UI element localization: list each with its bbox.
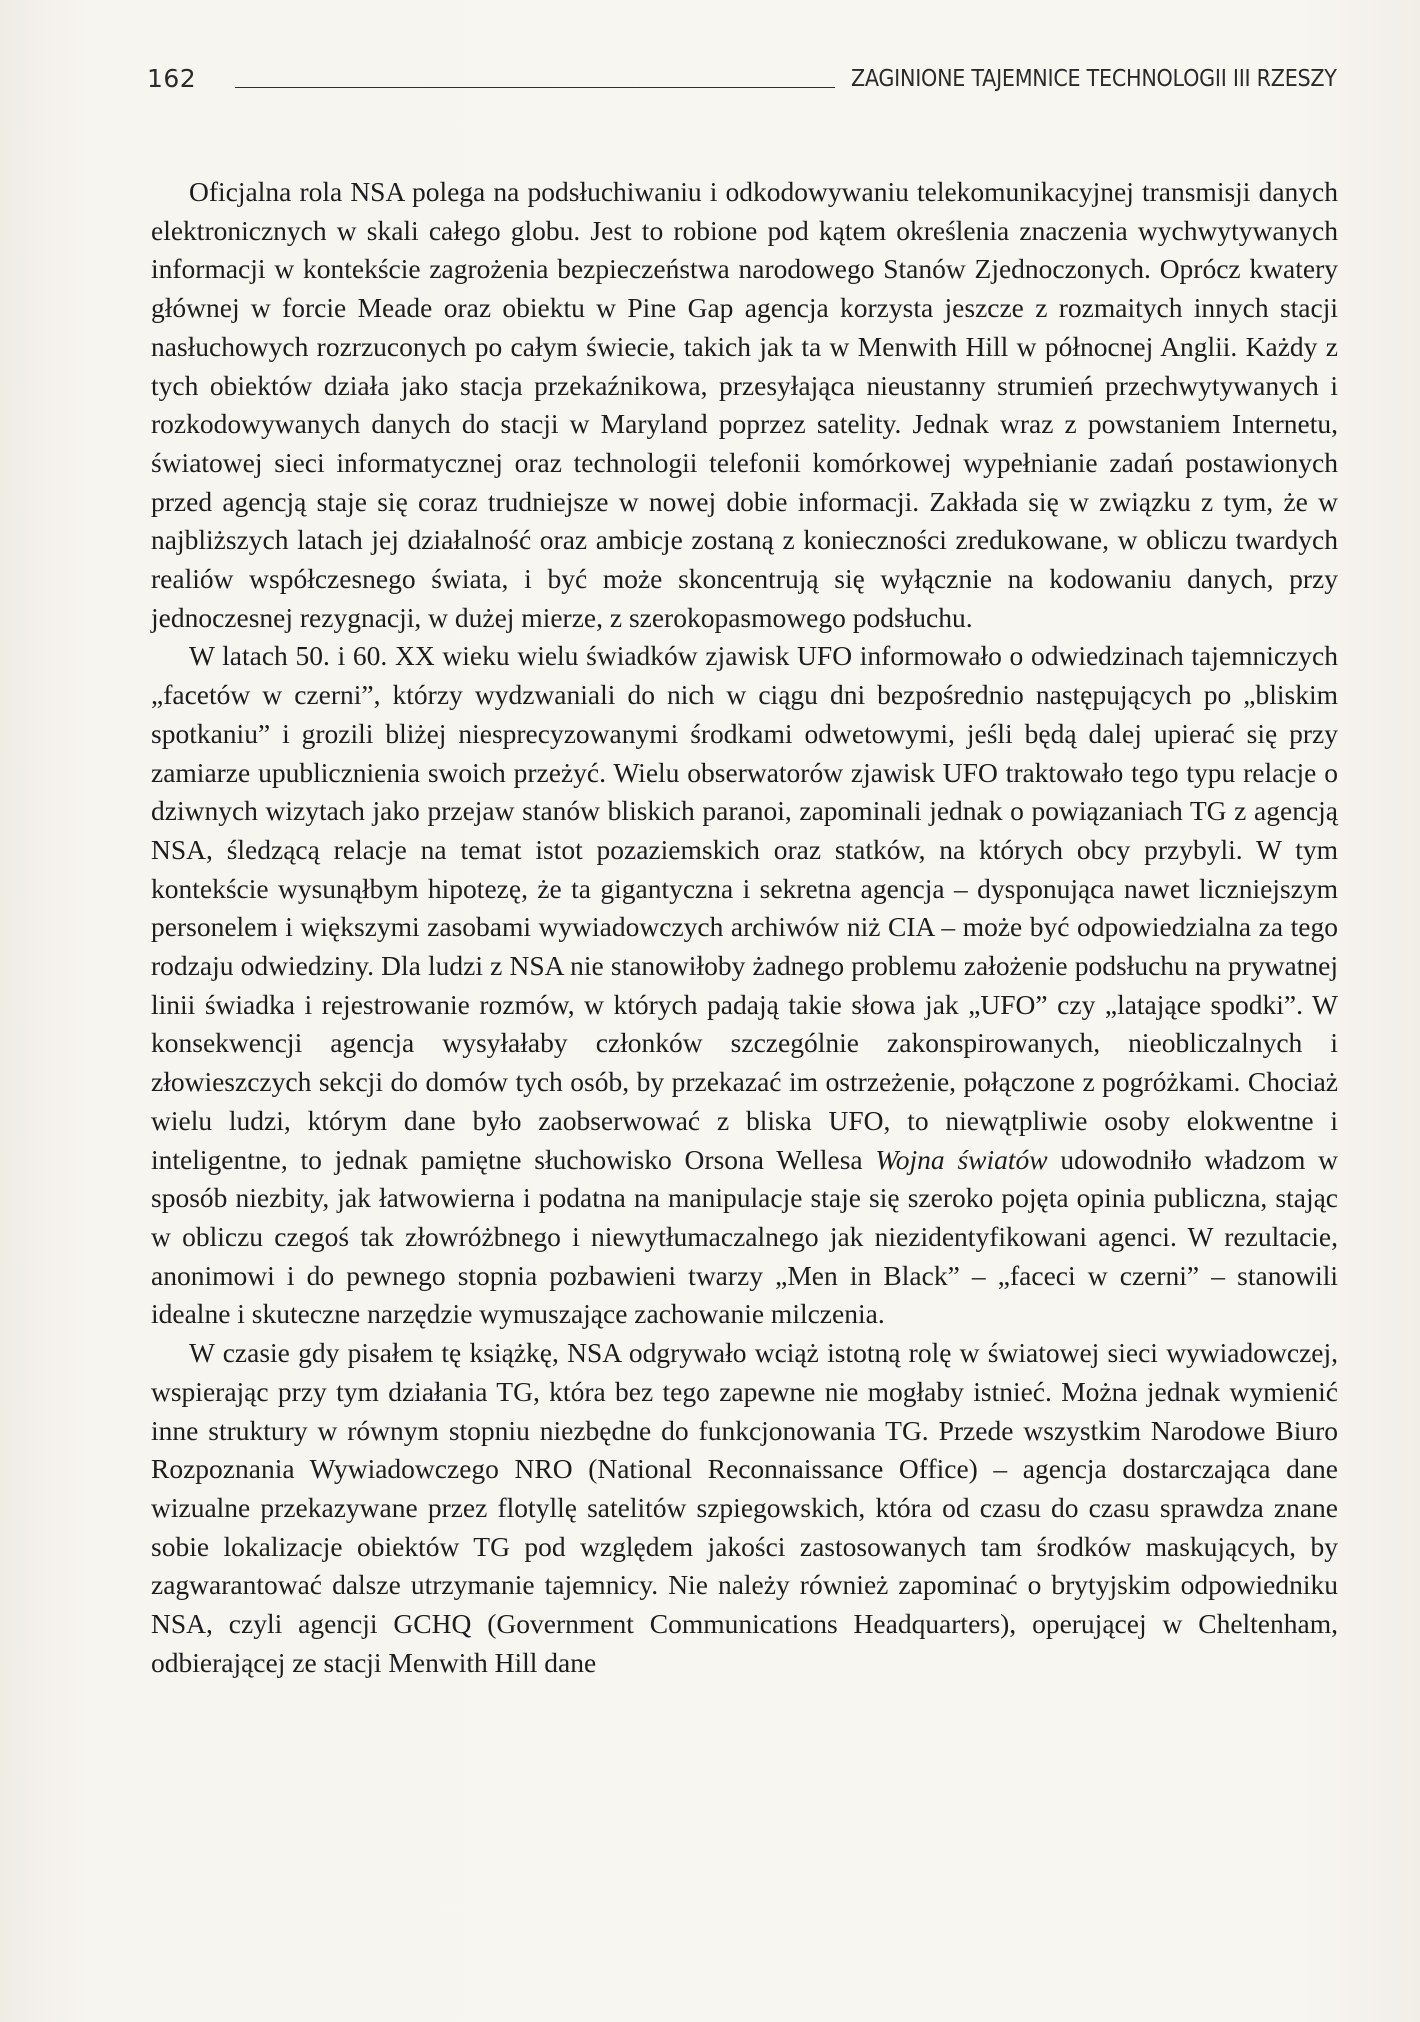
- running-title: ZAGINIONE TAJEMNICE TECHNOLOGII III RZESZY: [851, 66, 1337, 92]
- paragraph-2-continuation: udowodniło władzom w sposób niezbity, jak łatwowierna i podatna na manipulacje staje się szeroko pojęta opinia publiczna, stając w obliczu czegoś tak złowróżbnego i niewytłumaczalnego jak niezidentyfikowani agenci. W rezultacie, anonimowi i do pewnego stopnia pozbawieni twarzy „Men in Black” – „faceci w czerni” – stanowili idealne i skuteczne narzędzie wymuszające zachowanie milczenia.: [151, 1143, 1338, 1330]
- paragraph-1: Oficjalna rola NSA polega na podsłuchiwaniu i odkodowywaniu telekomunikacyjnej transmisji danych elektronicznych w skali całego globu. Jest to robione pod kątem określenia znaczenia wychwytywanych informacji w kontekście zagrożenia bezpieczeństwa narodowego Stanów Zjednoczonych. Oprócz kwatery głównej w forcie Meade oraz obiektu w Pine Gap agencja korzysta jeszcze z rozmaitych innych stacji nasłuchowych rozrzuconych po całym świecie, takich jak ta w Menwith Hill w północnej Anglii. Każdy z tych obiektów działa jako stacja przekaźnikowa, przesyłająca nieustanny strumień przechwytywanych i rozkodowywanych danych do stacji w Maryland poprzez satelity. Jednak wraz z powstaniem Internetu, światowej sieci informatycznej oraz technologii telefonii komórkowej wypełnianie zadań postawionych przed agencją staje się coraz trudniejsze w nowej dobie informacji. Zakłada się w związku z tym, że w najbliższych latach jej działalność oraz ambicje zostaną z konieczności zredukowane, w obliczu twardych realiów współczesnego świata, i być może skoncentrują się wyłącznie na kodowaniu danych, przy jednoczesnej rezygnacji, w dużej mierze, z szerokopasmowego podsłuchu.: [151, 176, 1338, 633]
- paragraph-2: [151, 637, 1338, 1334]
- paragraph-2-text: W latach 50. i 60. XX wieku wielu świadków zjawisk UFO informowało o odwiedzinach tajemniczych „facetów w czerni”, którzy wydzwaniali do nich w ciągu dni bezpośrednio następujących po „bliskim spotkaniu” i grozili bliżej niesprecyzowanymi środkami odwetowymi, jeśli będą dalej upierać się przy zamiarze upublicznienia swoich przeżyć. Wielu obserwatorów zjawisk UFO traktowało tego typu relacje o dziwnych wizytach jako przejaw stanów bliskich paranoi, zapominali jednak o powiązaniach TG z agencją NSA, śledzącą relacje na temat istot pozaziemskich oraz statków, na których obcy przybyli. W tym kontekście wysunąłbym hipotezę, że ta gigantyczna i sekretna agencja – dysponująca nawet liczniejszym personelem i większymi zasobami wywiadowczych archiwów niż CIA – może być odpowiedzialna za tego rodzaju odwiedziny. Dla ludzi z NSA nie stanowiłoby żadnego problemu założenie podsłuchu na prywatnej linii świadka i rejestrowanie rozmów, w których padają takie słowa jak „UFO” czy „latające spodki”. W konsekwencji agencja wysyłałaby członków szczególnie zakonspirowanych, nieobliczalnych i złowieszczych sekcji do domów tych osób, by przekazać im ostrzeżenie, połączone z pogróżkami. Chociaż wielu ludzi, którym dane było zaobserwować z bliska UFO, to niewątpliwie osoby elokwentne i inteligentne, to jednak pamiętne słuchowisko Orsona Wellesa: [151, 640, 1338, 1175]
- body-text: [151, 173, 1338, 1682]
- page-header: [147, 58, 1337, 98]
- book-title-italic: Wojna światów: [875, 1143, 1048, 1175]
- paragraph-3: W czasie gdy pisałem tę książkę, NSA odgrywało wciąż istotną rolę w światowej sieci wywiadowczej, wspierając przy tym działania TG, która bez tego zapewne nie mogłaby istnieć. Można jednak wymienić inne struktury w równym stopniu niezbędne do funkcjonowania TG. Przede wszystkim Narodowe Biuro Rozpoznania Wywiadowczego NRO (National Reconnaissance Office) – agencja dostarczająca dane wizualne przekazywane przez flotyllę satelitów szpiegowskich, która od czasu do czasu sprawdza znane sobie lokalizacje obiektów TG pod względem jakości zastosowanych tam środków maskujących, by zagwarantować dalsze utrzymanie tajemnicy. Nie należy również zapominać o brytyjskim odpowiedniku NSA, czyli agencji GCHQ (Government Communications Headquarters), operującej w Cheltenham, odbierającej ze stacji Menwith Hill dane: [151, 1337, 1338, 1678]
- header-rule: [235, 87, 835, 88]
- page-number: 162: [147, 64, 197, 93]
